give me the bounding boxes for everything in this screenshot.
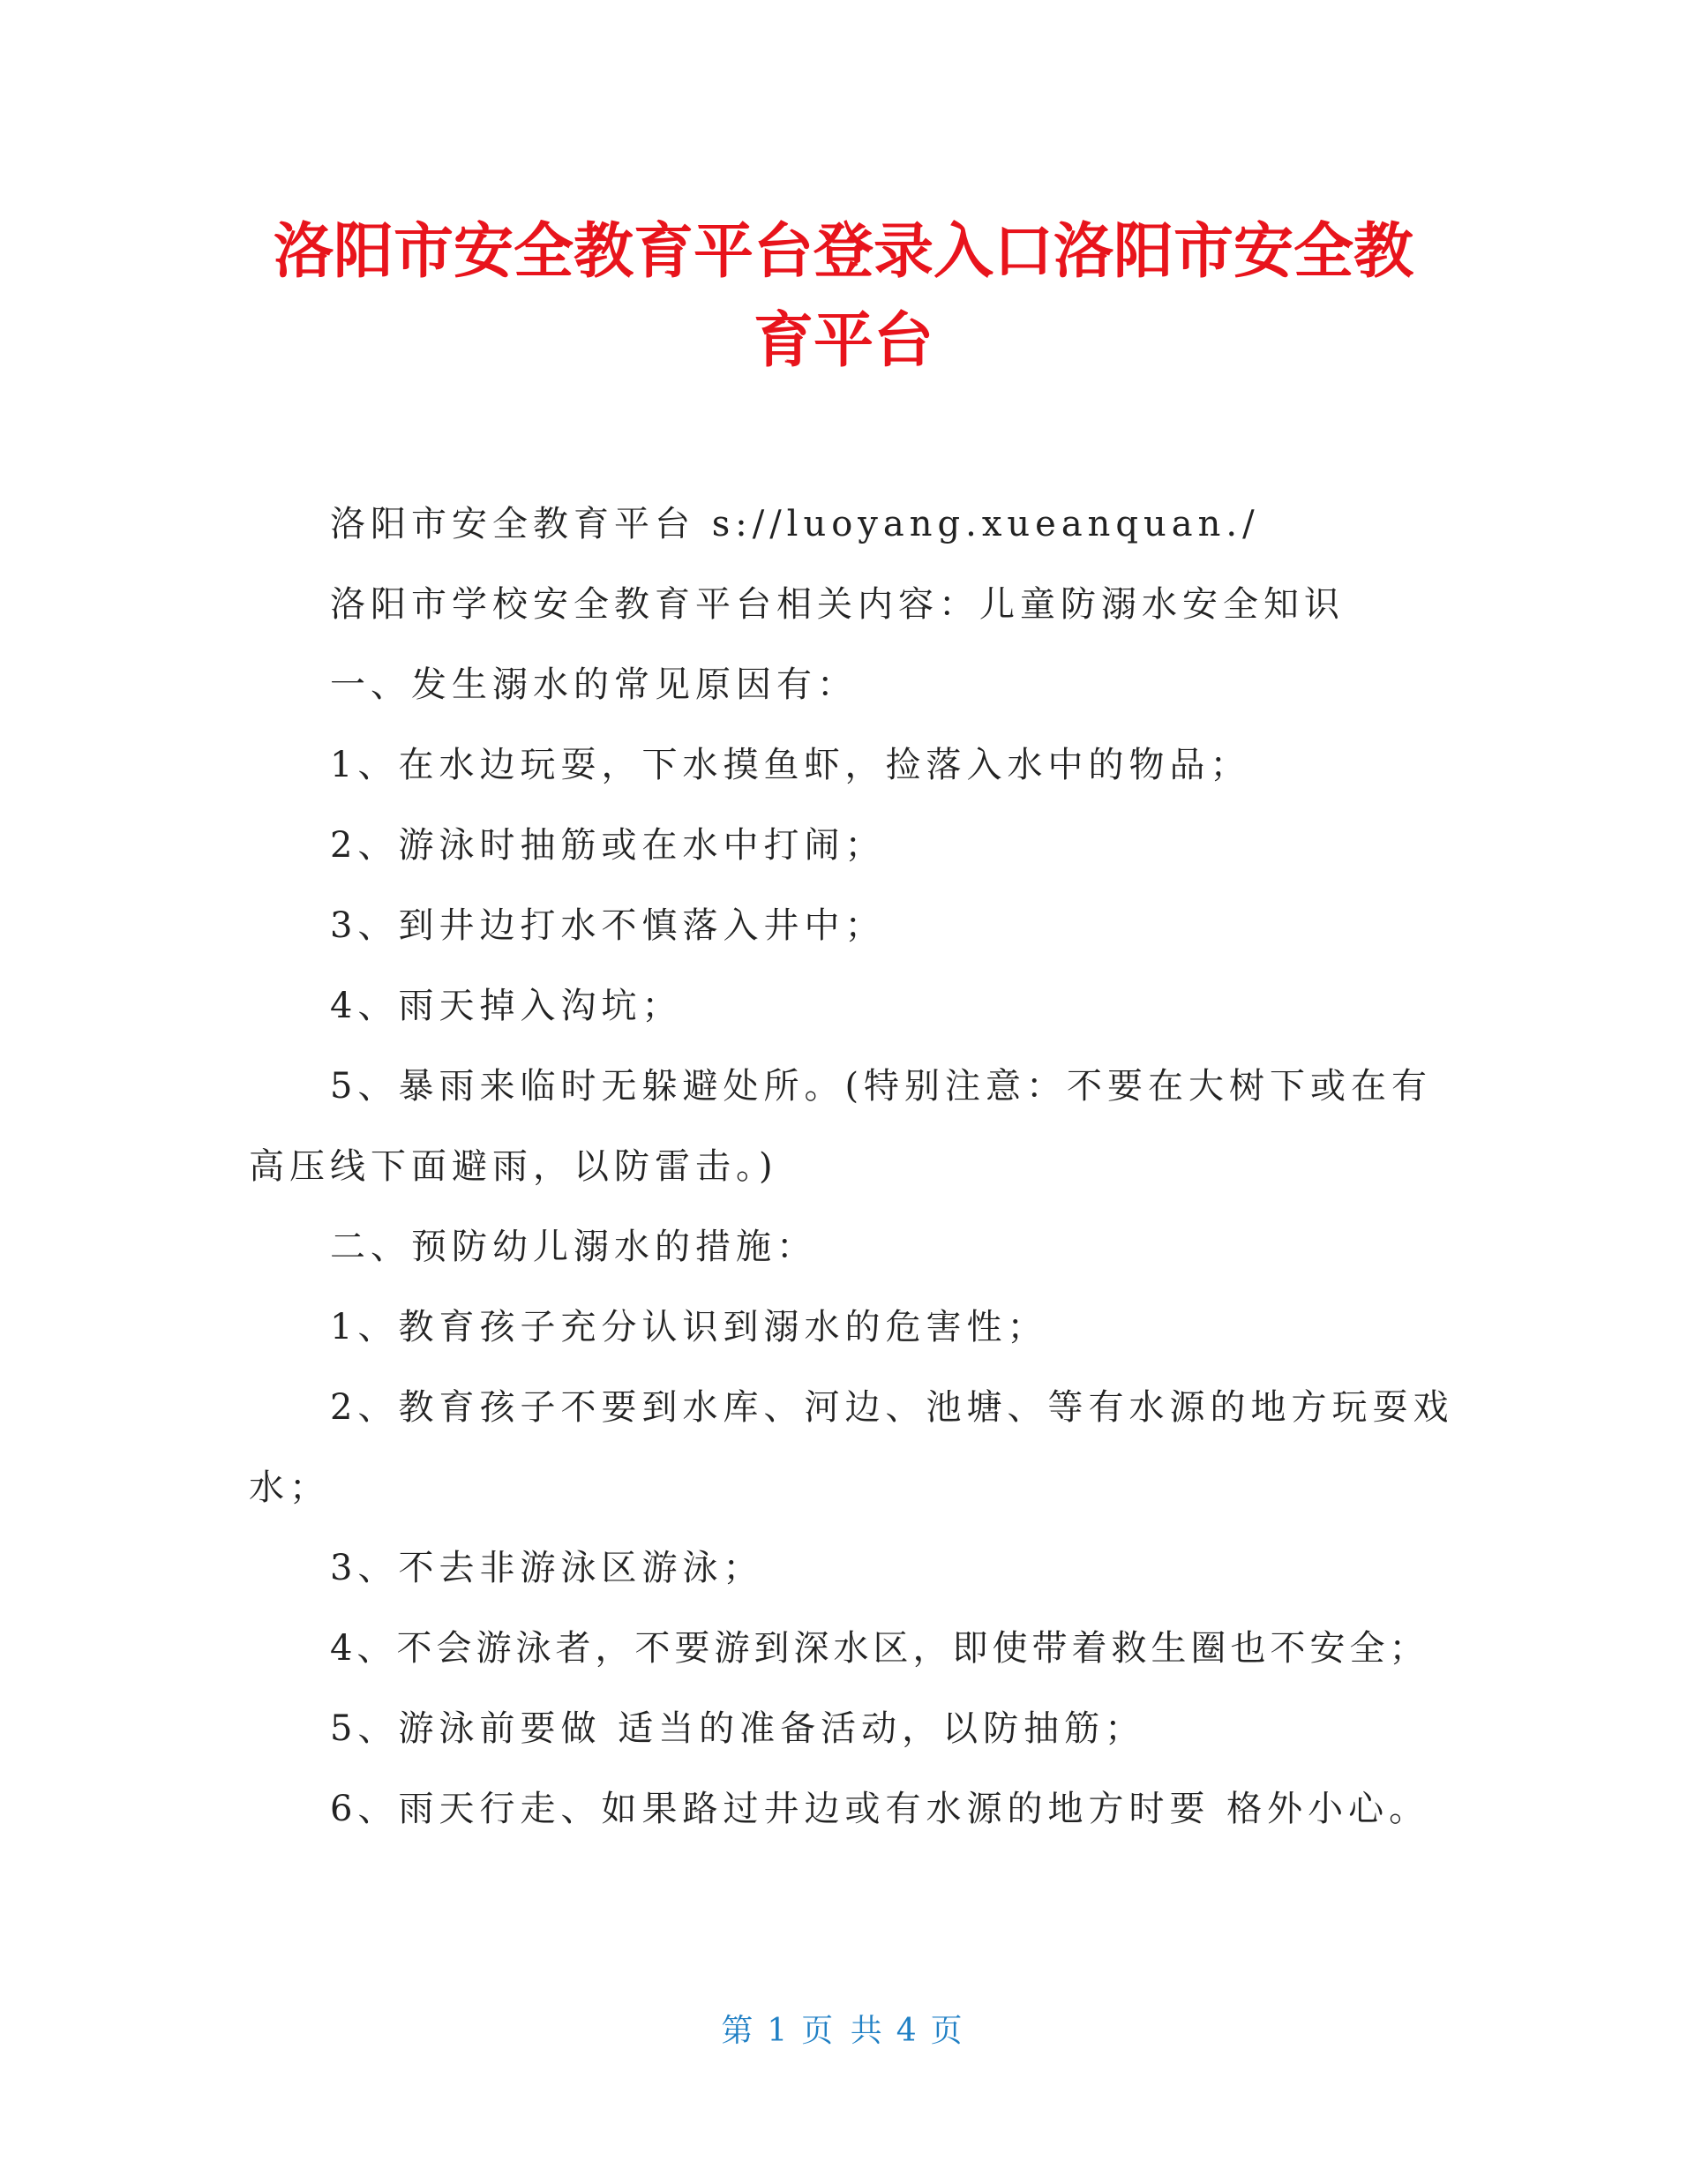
list-item: 4、雨天掉入沟坑； <box>330 986 683 1026</box>
list-item: 2、游泳时抽筋或在水中打闹； <box>330 825 886 866</box>
list-item: 5、游泳前要做 适当的准备活动，以防抽筋； <box>330 1708 1146 1749</box>
list-item: 6、雨天行走、如果路过井边或有水源的地方时要 格外小心。 <box>330 1789 1430 1829</box>
list-item: 2、教育孩子不要到水库、河边、池塘、等有水源的地方玩耍戏水； <box>249 1387 1454 1508</box>
list-item: 3、到井边打水不慎落入井中； <box>330 905 886 946</box>
footer-prefix: 第 <box>721 2013 757 2049</box>
footer-current-page: 1 <box>767 2013 791 2049</box>
list-item: 5、暴雨来临时无躲避处所。(特别注意：不要在大树下或在有高压线下面避雨，以防雷击。) <box>249 1066 1433 1187</box>
list-item: 3、不去非游泳区游泳； <box>330 1548 764 1588</box>
section-heading-prevention: 二、预防幼儿溺水的措施： <box>330 1227 817 1267</box>
footer-total-pages: 4 <box>896 2013 920 2049</box>
list-item: 1、在水边玩耍，下水摸鱼虾，捡落入水中的物品； <box>330 745 1251 785</box>
footer-middle: 页 共 <box>801 2013 886 2049</box>
document-body <box>249 484 1458 1850</box>
list-item: 4、不会游泳者，不要游到深水区，即使带着救生圈也不安全； <box>330 1628 1429 1669</box>
page-number-footer <box>0 2009 1687 2053</box>
footer-suffix: 页 <box>930 2013 966 2049</box>
list-item: 1、教育孩子充分认识到溺水的危害性； <box>330 1307 1048 1347</box>
page-title: 洛阳市安全教育平台登录入口洛阳市安全教育平台 <box>273 217 1413 376</box>
section-heading-causes: 一、发生溺水的常见原因有： <box>330 664 858 705</box>
paragraph-platform-url: 洛阳市安全教育平台 s://luoyang.xueanquan./ <box>330 504 1260 544</box>
paragraph-related-content: 洛阳市学校安全教育平台相关内容：儿童防溺水安全知识 <box>330 584 1345 625</box>
